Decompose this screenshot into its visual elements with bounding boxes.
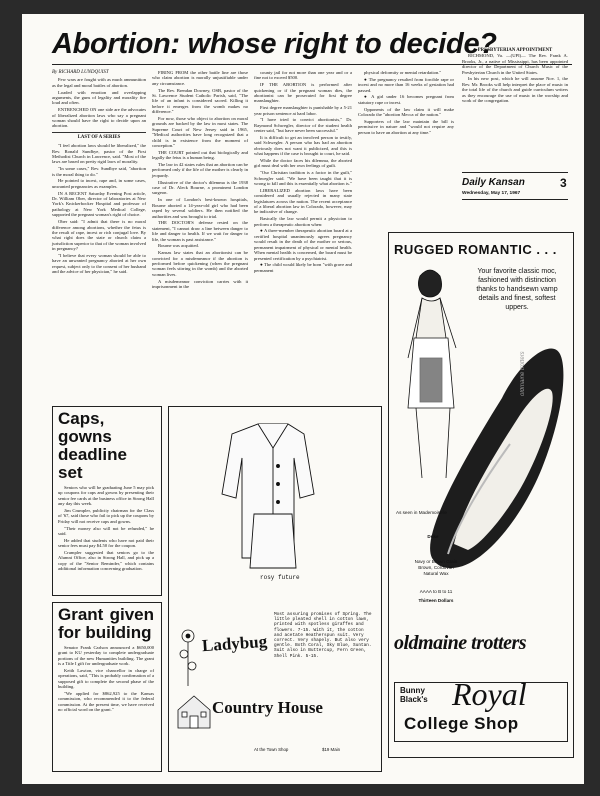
presbyterian-title: PRESBYTERIAN APPOINTMENT (477, 48, 553, 53)
article-column-1 (52, 70, 146, 276)
paragraph: IN A RECENT Saturday Evening Post article, Dr. William Ober, director of laboratories at New York's Knickerbocker Hospital and professor of pathology at New York Medical College, supported the pregnant woman's right of choice. (52, 190, 146, 218)
paragraph: Jim Crumpler, publicity chairman for the Class of '67, said those who fail to pick up the coupons by Friday will not receive caps and gowns. (58, 508, 154, 524)
suit-illustration (208, 414, 338, 574)
paragraph: Supporters of the law maintain the bill is permissive in nature and "would not require any person to have an abortion at any time." (358, 118, 454, 135)
paragraph: ● The pregnancy resulted from forcible rape or incest and no more than 16 weeks of gestation had passed. (358, 76, 454, 93)
paragraph: Bourne was acquitted. (158, 243, 199, 249)
masthead-rule-bottom (462, 199, 568, 200)
paragraph: Kansas law states that an abortionist can be convicted for a misdemeanor if the abortion is performed before quickening (when the pregnant woman feels stirring in the womb) and the aborted woman lives. (152, 250, 248, 277)
page-headline: Abortion: whose right to decide? (52, 28, 497, 60)
article-column-3 (254, 70, 352, 275)
paragraph: Keith Lawton, vice chancellor in charge of operations, said, "This is probably confirmation of a supposed gift to complete the second phase of the building. (58, 668, 154, 690)
article-column-4 (358, 70, 454, 136)
paragraph: ● A three-member therapeutic abortion board at a certified hospital unanimously agrees pregnancy would result in the death of the mother or serious, permanent impairment of physical or mental health. When mental health is concerned, the board must be presented certification by a psychiatrist. (254, 228, 352, 261)
paragraph: "Our Christian tradition is a factor in the guilt," Schwegler said. "We have been taught that it is wrong to kill and this is essentially what abortion is." (254, 170, 352, 187)
series-label: LAST OF A SERIES (52, 132, 146, 140)
masthead-rule-top (462, 172, 568, 173)
ad-price: Thirteen Dollars (418, 598, 454, 603)
paragraph: Few wars are fought with as much ammunition as the legal and moral battles of abortion. (52, 77, 146, 88)
caps-gowns-title: Caps, gowns deadline set (58, 409, 127, 482)
paragraph: physical deformity or mental retardation." (364, 70, 442, 75)
paragraph: The Rev. Brendan Downey, OSB, pastor of the St. Lawrence Student Catholic Parish, said, "The life of an infant is considered sacred. Killing it before it emerges from the womb makes no difference." (152, 87, 248, 115)
paragraph: county jail for not more than one year and or a fine not to exceed $500. (254, 70, 352, 81)
ad-seen-in: As seen in Mademoiselle (396, 510, 448, 515)
ad-title: RUGGED ROMANTIC . . . (394, 242, 557, 257)
paragraph: Loaded with emotion and overlapping arguments, the guns of legality and morality fire loud and often. (52, 89, 146, 106)
paragraph: While the doctor faces his dilemma, the aborted girl must deal with her own feelings of guilt. (254, 158, 352, 169)
paragraph: LIBERALIZED abortion laws have been considered and usually rejected in many state legislatures across the nation. The recent acceptance of a liberal abortion law in Colorado, however, may be indicative of change. (254, 187, 352, 215)
paragraph: ● The child would likely be born "with grave and permanent (254, 262, 352, 273)
paragraph: The law in 42 states rules that an abortion can be performed only if the life of the mother is clearly in jeopardy. (152, 162, 248, 178)
paragraph: ENTRENCHED ON one side are the advocates of liberalized abortion laws who say a pregnant woman should have the right to decide upon an abortion. (52, 107, 146, 129)
paragraph: Ober said: "I admit that there is no moral difference among abortions, whether the fetus is the result of rape, incest or rich conjugal love. By what right does the state or church claim a jurisdiction superior to that of the woman involved in pregnancy? (52, 219, 146, 252)
presbyterian-article (462, 48, 568, 105)
paragraph: For now, those who object to abortion on moral grounds are backed by the law in most states. The Supreme Court of New Jersey said in 1965, "Medical authorities have long recognized that a child is in existence from the moment of conception." (152, 116, 248, 149)
ad-address: $19 Main (322, 747, 341, 752)
paragraph: In his new post, which he will assume Nov. 1, the Rev. Mr. Brooks will help interpret the place of music in the total life of the church and guide curriculum writers as they encourage the use of music in the worship and work of the congregation. (462, 76, 568, 104)
shoe-brand-script: oldmaine trotters (520, 351, 526, 397)
newspaper-page (22, 14, 584, 784)
paragraph: "Their money also will not be refunded," he said. (58, 525, 154, 537)
paragraph: It is difficult to get an involved person to testify, said Schwegler. A person who has had an abortion obviously does not want it publicized, and this is what happens if the case is brought to court, he said. (254, 135, 352, 157)
house-icon (174, 690, 214, 730)
ad-description: Most assuring promises of Spring. The little pleated shell in cotton lawn, printed with spotless giraffes and flowers. 7-15. With it, the cotton and acetate Heatherspun suit. Very correct. Very shapely. But also very gentle. Both Coral, Sky Blue, Suntan. Suit also in Buttercup, Fern Green, Shell Pink. 5-15. (274, 612, 372, 659)
ad-details: Navy or Brown Grain Brown, Cordovan Natural Wax (414, 559, 458, 576)
paragraph: Senator Frank Carlson announced a $650,000 grant to KU yesterday to complete undergraduate portions of the new Humanities building. The grant is a Title I gift for undergraduate work. (58, 645, 154, 667)
country-house-logo: Country House (212, 698, 323, 717)
paragraph: RICHMOND, Va. —(UPI)— The Rev. Frank A. Brooks, Jr., a native of Mississippi, has been appointed director of the Department of Church Music of the Presbyterian Church in the United States. (462, 53, 568, 75)
paragraph: He pointed to incest, rape and, in some cases, unwanted pregnancies as examples. (52, 178, 146, 189)
paragraph: ● A girl under 16 becomes pregnant from statutory rape or incest. (358, 94, 454, 105)
suit-caption: rosy future (260, 574, 300, 581)
paragraph: "I have tried to convict abortionists," Dr. Raymond Schwegler, director of the student health center said, "but have never been successful." (254, 117, 352, 134)
paragraph: He added that students who have not paid their senior fees must pay $4.50 for the coupon. (58, 537, 154, 549)
masthead-name: Daily Kansan (462, 177, 525, 188)
paragraph: Basically the law would permit a physician to perform a therapeutic abortion when: (254, 216, 352, 227)
shop-name-2: Royal (452, 676, 527, 712)
shop-name-3: College Shop (404, 714, 519, 733)
paragraph: In one of London's best-known hospitals, Bourne aborted a 14-year-old girl who had been raped by several soldiers. He then notified the authorities and was brought to trial. (152, 197, 248, 219)
byline: By RICHARD LUNDQUIST (52, 70, 109, 75)
caps-gowns-article (58, 410, 154, 573)
paragraph: Illustrative of the doctor's dilemma is the 1938 case of Dr. Aleck Bourne, a prominent London surgeon. (152, 179, 248, 196)
article-column-2 (152, 70, 248, 291)
page-number: 3 (560, 176, 567, 190)
grant-title: Grant given for building (58, 605, 154, 642)
flower-icon (174, 626, 202, 686)
paragraph: "In some cases," Rev. Sundbye said, "abortion is the moral thing to do." (52, 166, 146, 177)
paragraph: FIRING FROM the other battle line are those who claim abortion is morally unjustifiable under any circumstance. (152, 70, 248, 86)
paragraph: "I feel abortion laws should be liberalized," the Rev. Ronald Sundbye, pastor of the First Methodist Church in Lawrence, said. "Most of the laws are based on pretty rigid laws of morality. (52, 143, 146, 165)
ad-shop-line: At the Town Shop (254, 747, 289, 752)
paragraph: "We applied for $862,925 to the Kansas commission, who recommended it to the federal commission. At the present time, we have received no official word on the grant." (58, 691, 154, 713)
masthead-date: Wednesday, May 17, 1967 (462, 191, 521, 196)
paragraph: THE COURT pointed out that biologically and legally the fetus is a human being. (152, 149, 248, 161)
paragraph: Opponents of the law claim it will make Colorado the "abortion Mecca of the nation." (358, 106, 454, 118)
shop-name-1: Bunny Black's (400, 686, 428, 704)
grant-article (58, 606, 154, 714)
paragraph: IF THE ABORTION is performed after quickening or if the pregnant woman dies, the abortionist can be prosecuted for first degree manslaughter. (254, 82, 352, 104)
paragraph: First degree manslaughter is punishable by a 5-21 year prison sentence at hard labor. (254, 105, 352, 116)
paragraph: Seniors who will be graduating June 5 may pick up coupons for caps and gowns by presenting their senior fee cards at the business office in Strong Hall any day this week. (58, 485, 154, 507)
paragraph: "I believe that every woman should be able to have an unwanted pregnancy aborted at her own request, subject only to the consent of her husband and the advice of her physician," he said. (52, 252, 146, 275)
ad-sizes: AAAA to B to 11 (419, 589, 453, 594)
ladybug-logo: Ladybug (201, 631, 268, 656)
paragraph: A misdemeanor conviction carries with it imprisonment in the (152, 278, 248, 289)
ad-model-name: Duke (427, 534, 439, 539)
ad-copy: Your favorite classic moc, fashioned with distinction thanks to handsewn vamp details and finest, softest uppers. (476, 268, 558, 311)
model-shoe-illustration (392, 258, 572, 568)
paragraph: THE DOCTOR'S defense rested on the statement, "I cannot draw a line between danger to life and danger to health. If we wait for danger to life, the woman is past assistance." (152, 220, 248, 242)
ad-brand-logo: oldmaine trotters (394, 632, 527, 654)
paragraph: Crumpler suggested that seniors go to the Alumni Office, also in Strong Hall, and pick up a copy of the "Senior Reminder," which contains additional information concerning graduation. (58, 550, 154, 572)
